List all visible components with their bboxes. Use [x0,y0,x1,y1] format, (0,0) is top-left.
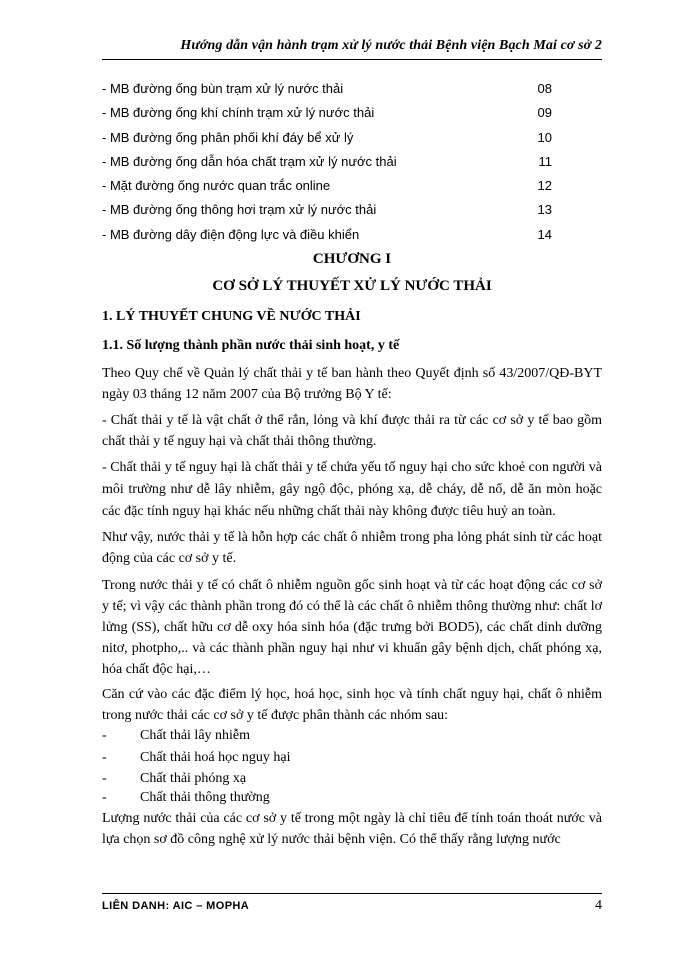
list-item-text: Chất thải thông thường [140,790,270,805]
bullet-dash: - [102,771,107,786]
toc-label: - MB đường ống thông hơi trạm xử lý nước thải [102,202,377,218]
toc-list [102,80,552,250]
list-item-text: Chất thải phóng xạ [140,771,247,786]
list-item [102,726,602,746]
toc-page: 11 [538,153,552,169]
toc-row[interactable] [102,80,552,104]
list-item [102,748,602,768]
paragraph-definition-1: - Chất thải y tế là vật chất ở thể rắn, lỏng và khí được thải ra từ các cơ sở y tế bao gồm chất thải y tế nguy hại và chất thải thông thường. [102,413,602,449]
list-item [102,769,602,789]
toc-page: 08 [537,81,552,96]
header-rule [102,59,602,60]
toc-label: - MB đường ống khí chính trạm xử lý nước thải [102,105,375,121]
toc-row[interactable] [102,129,552,153]
paragraph-classification: Căn cứ vào các đặc điểm lý học, hoá học, sinh học và tính chất nguy hại, chất ô nhiễm trong nước thải các cơ sở y tế được phân thành các nhóm sau: [102,687,602,723]
toc-row[interactable] [102,153,552,177]
page-number: 4 [595,898,602,913]
bullet-dash: - [102,750,107,765]
paragraph-intro: Theo Quy chế về Quản lý chất thải y tế ban hành theo Quyết định số 43/2007/QĐ-BYT ngày 03 tháng 12 năm 2007 của Bộ trưởng Bộ Y tế: [102,366,602,402]
toc-page: 12 [537,178,552,194]
toc-label: - MB đường ống dẫn hóa chất trạm xử lý nước thải [102,153,397,169]
toc-label: - Mặt đường ống nước quan trắc online [102,178,331,194]
paragraph-water-volume: Lượng nước thải của các cơ sở y tế trong một ngày là chỉ tiêu để tính toán thoát nước và lựa chọn sơ đồ công nghệ xử lý nước thải bệnh viện. Có thể thấy rằng lượng nước [102,811,602,847]
chapter-title: CƠ SỞ LÝ THUYẾT XỬ LÝ NƯỚC THẢI [212,278,492,294]
subsection-heading: 1.1. Số lượng thành phần nước thải sinh hoạt, y tế [102,338,400,353]
toc-label: - MB đường dây điện động lực và điều khiển [102,226,360,242]
footer-rule [102,893,602,894]
list-item [102,788,602,808]
section-heading: 1. LÝ THUYẾT CHUNG VỀ NƯỚC THẢI [102,309,361,324]
toc-page: 09 [537,105,552,121]
toc-row[interactable] [102,104,552,128]
toc-row[interactable] [102,201,552,225]
toc-label: - MB đường ống bùn trạm xử lý nước thải [102,81,344,96]
list-item-text: Chất thải hoá học nguy hại [140,750,291,765]
bullet-dash: - [102,728,107,743]
toc-row[interactable] [102,177,552,201]
bullet-dash: - [102,790,107,805]
list-item-text: Chất thải lây nhiễm [140,728,251,743]
page-header: Hướng dẫn vận hành trạm xử lý nước thải Bệnh viện Bạch Mai cơ sở 2 [180,38,602,53]
paragraph-summary: Như vậy, nước thải y tế là hỗn hợp các chất ô nhiễm trong pha lỏng phát sinh từ các hoạt động của các cơ sở y tế. [102,530,602,566]
toc-page: 14 [537,226,552,242]
toc-page: 13 [537,202,552,218]
paragraph-definition-2: - Chất thải y tế nguy hại là chất thải y tế chứa yếu tố nguy hại cho sức khoẻ con người và môi trường như dễ lây nhiễm, gây ngộ độc, phóng xạ, dễ cháy, dễ nổ, dễ ăn mòn hoặc các đặc tính nguy hại khác nếu những chất thải này không được tiêu huỷ an toàn. [102,460,602,519]
paragraph-components: Trong nước thải y tế có chất ô nhiễm nguồn gốc sinh hoạt và từ các hoạt động các cơ sở y tế; vì vậy các thành phần trong đó có thể là các chất ô nhiễm thông thường như: chất lơ lửng (SS), chất hữu cơ dễ oxy hóa sinh hóa (đặc trưng bởi BOD5), các chất dinh dưỡng nitơ, photpho,.. và các thành phần nguy hại như vi khuẩn gây bệnh dịch, chất phóng xạ, hóa chất độc hại,… [102,578,602,677]
toc-page: 10 [537,129,552,145]
footer-left: LIÊN DANH: AIC – MOPHA [102,900,250,912]
chapter-label: CHƯƠNG I [312,251,392,267]
toc-row[interactable] [102,226,552,250]
toc-label: - MB đường ống phân phối khí đáy bể xử lý [102,129,354,145]
